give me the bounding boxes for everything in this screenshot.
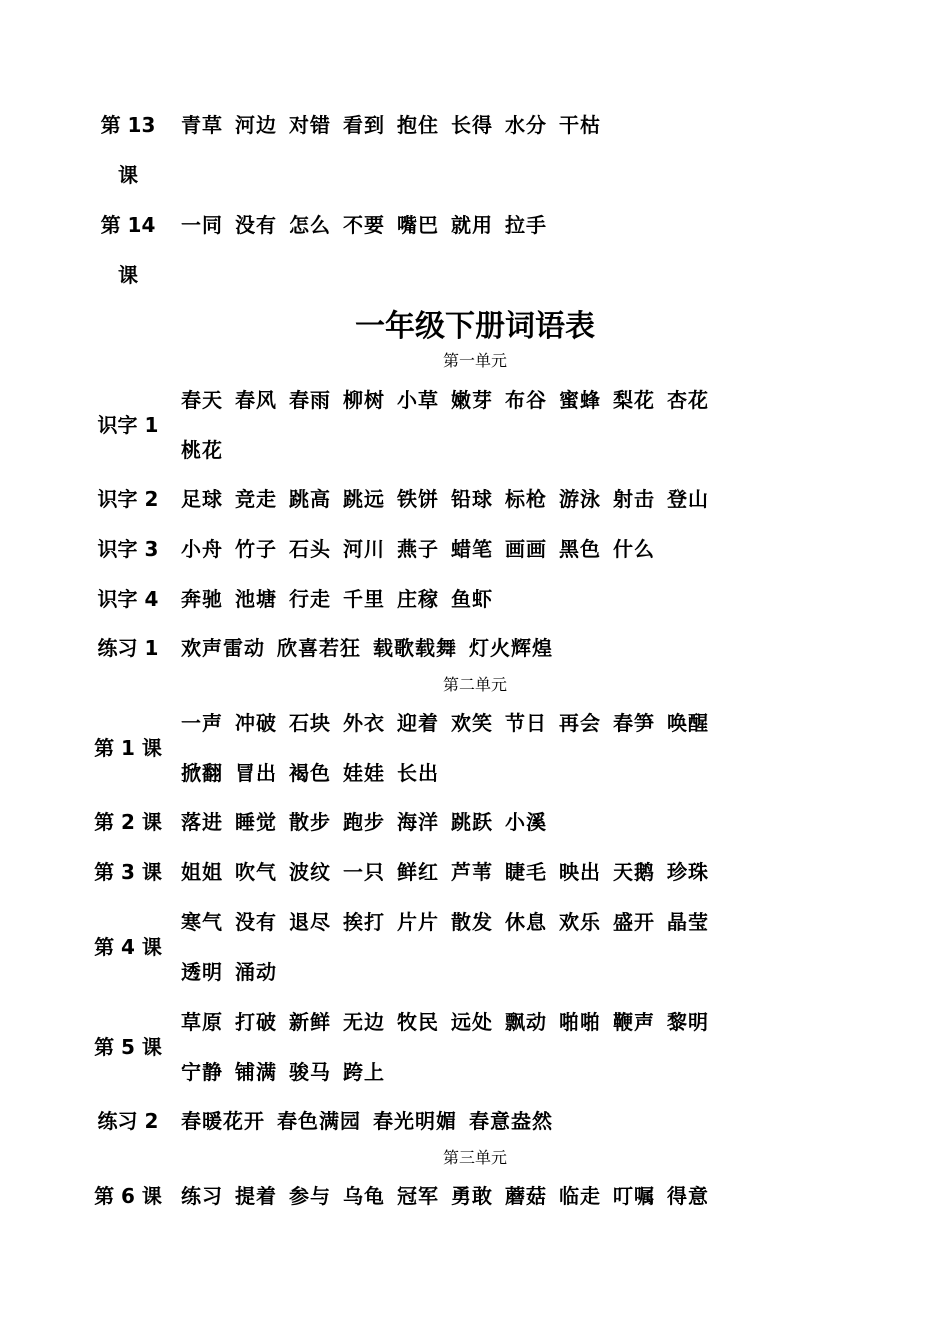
lesson-row <box>0 375 950 475</box>
word: 足球 <box>181 487 223 511</box>
word: 乌龟 <box>343 1184 385 1208</box>
word: 嫩芽 <box>451 388 493 412</box>
word: 铁饼 <box>397 487 439 511</box>
word: 提着 <box>235 1184 277 1208</box>
word: 水分 <box>505 113 547 137</box>
word: 远处 <box>451 1010 493 1034</box>
word-list <box>181 847 721 897</box>
word: 再会 <box>559 711 601 735</box>
word: 欣喜若狂 <box>277 636 361 660</box>
word: 长得 <box>451 113 493 137</box>
word: 嘴巴 <box>397 213 439 237</box>
lesson-row <box>0 1096 950 1146</box>
word: 挨打 <box>343 910 385 934</box>
word: 春笋 <box>613 711 655 735</box>
word: 无边 <box>343 1010 385 1034</box>
word: 节日 <box>505 711 547 735</box>
word: 休息 <box>505 910 547 934</box>
word: 石头 <box>289 537 331 561</box>
word: 欢声雷动 <box>181 636 265 660</box>
word: 蜡笔 <box>451 537 493 561</box>
word-list <box>181 797 559 847</box>
word: 春暖花开 <box>181 1109 265 1133</box>
word: 蘑菇 <box>505 1184 547 1208</box>
lesson-row-13 <box>0 100 950 187</box>
word: 桃花 <box>181 438 223 462</box>
word: 打破 <box>235 1010 277 1034</box>
word: 透明 <box>181 960 223 984</box>
word: 庄稼 <box>397 587 439 611</box>
lesson-row <box>0 524 950 574</box>
word: 吹气 <box>235 860 277 884</box>
lesson-row <box>0 797 950 847</box>
word-list <box>181 425 235 475</box>
word: 春色满园 <box>277 1109 361 1133</box>
word: 散发 <box>451 910 493 934</box>
word: 登山 <box>667 487 709 511</box>
lesson-label: 练习 1 <box>97 636 159 660</box>
word: 天鹅 <box>613 860 655 884</box>
word: 映出 <box>559 860 601 884</box>
word: 鲜红 <box>397 860 439 884</box>
word-list <box>181 574 505 624</box>
word: 看到 <box>343 113 385 137</box>
word: 褐色 <box>289 761 331 785</box>
word: 片片 <box>397 910 439 934</box>
word: 载歌载舞 <box>373 636 457 660</box>
word: 海洋 <box>397 810 439 834</box>
word-list <box>181 698 721 748</box>
word-list <box>181 474 721 524</box>
word: 叮嘱 <box>613 1184 655 1208</box>
word-list <box>181 947 289 997</box>
word-list <box>181 200 559 250</box>
word: 画画 <box>505 537 547 561</box>
word: 对错 <box>289 113 331 137</box>
word: 没有 <box>235 910 277 934</box>
lesson-label: 第 13 课 <box>100 113 156 187</box>
word: 梨花 <box>613 388 655 412</box>
lesson-row <box>0 997 950 1097</box>
lesson-label: 练习 2 <box>97 1109 159 1133</box>
unit-heading: 第三单元 <box>442 1148 507 1167</box>
lesson-label: 识字 2 <box>97 487 159 511</box>
word-list <box>181 623 565 673</box>
lesson-label: 第 2 课 <box>94 810 162 834</box>
word: 就用 <box>451 213 493 237</box>
lesson-row-14 <box>0 200 950 287</box>
word: 池塘 <box>235 587 277 611</box>
word: 掀翻 <box>181 761 223 785</box>
word: 蜜蜂 <box>559 388 601 412</box>
word: 晶莹 <box>667 910 709 934</box>
lesson-row <box>0 574 950 624</box>
word: 退尽 <box>289 910 331 934</box>
word-list <box>181 1096 565 1146</box>
word: 鱼虾 <box>451 587 493 611</box>
word: 唤醒 <box>667 711 709 735</box>
word: 跳远 <box>343 487 385 511</box>
word: 落进 <box>181 810 223 834</box>
lesson-row <box>0 474 950 524</box>
word: 标枪 <box>505 487 547 511</box>
word: 行走 <box>289 587 331 611</box>
word: 跑步 <box>343 810 385 834</box>
lesson-label: 第 1 课 <box>94 736 162 760</box>
lesson-label: 第 3 课 <box>94 860 162 884</box>
word: 柳树 <box>343 388 385 412</box>
word: 布谷 <box>505 388 547 412</box>
word: 散步 <box>289 810 331 834</box>
word: 射击 <box>613 487 655 511</box>
word: 不要 <box>343 213 385 237</box>
word: 迎着 <box>397 711 439 735</box>
word: 黑色 <box>559 537 601 561</box>
word: 牧民 <box>397 1010 439 1034</box>
word: 春雨 <box>289 388 331 412</box>
lesson-label: 识字 3 <box>97 537 159 561</box>
word: 灯火辉煌 <box>469 636 553 660</box>
word: 冠军 <box>397 1184 439 1208</box>
word: 跳跃 <box>451 810 493 834</box>
word: 啪啪 <box>559 1010 601 1034</box>
word: 涌动 <box>235 960 277 984</box>
word: 得意 <box>667 1184 709 1208</box>
word: 铺满 <box>235 1060 277 1084</box>
word: 黎明 <box>667 1010 709 1034</box>
word: 抱住 <box>397 113 439 137</box>
word: 睫毛 <box>505 860 547 884</box>
word: 临走 <box>559 1184 601 1208</box>
word: 鞭声 <box>613 1010 655 1034</box>
word: 春光明媚 <box>373 1109 457 1133</box>
word: 宁静 <box>181 1060 223 1084</box>
word: 没有 <box>235 213 277 237</box>
lesson-label: 第 6 课 <box>94 1184 162 1208</box>
word: 骏马 <box>289 1060 331 1084</box>
word-list <box>181 997 721 1047</box>
word: 一声 <box>181 711 223 735</box>
word: 青草 <box>181 113 223 137</box>
word: 拉手 <box>505 213 547 237</box>
lesson-label: 第 4 课 <box>94 935 162 959</box>
word: 新鲜 <box>289 1010 331 1034</box>
word: 石块 <box>289 711 331 735</box>
word: 练习 <box>181 1184 223 1208</box>
lesson-label: 第 5 课 <box>94 1035 162 1059</box>
word-list <box>181 524 667 574</box>
lesson-row <box>0 897 950 997</box>
word-list <box>181 100 613 150</box>
word: 竹子 <box>235 537 277 561</box>
lesson-label: 识字 1 <box>97 413 159 437</box>
word: 波纹 <box>289 860 331 884</box>
word: 跳高 <box>289 487 331 511</box>
word: 一只 <box>343 860 385 884</box>
word: 竞走 <box>235 487 277 511</box>
word: 盛开 <box>613 910 655 934</box>
word: 勇敢 <box>451 1184 493 1208</box>
unit-heading: 第二单元 <box>442 675 507 694</box>
word-list <box>181 748 451 798</box>
unit-heading: 第一单元 <box>442 351 507 370</box>
word: 燕子 <box>397 537 439 561</box>
word: 睡觉 <box>235 810 277 834</box>
lesson-row <box>0 698 950 798</box>
lesson-row <box>0 623 950 673</box>
word: 小舟 <box>181 537 223 561</box>
word: 什么 <box>613 537 655 561</box>
word: 姐姐 <box>181 860 223 884</box>
lesson-label: 识字 4 <box>97 587 159 611</box>
word: 冲破 <box>235 711 277 735</box>
word: 欢笑 <box>451 711 493 735</box>
word: 欢乐 <box>559 910 601 934</box>
lesson-row <box>0 1171 950 1221</box>
word: 春风 <box>235 388 277 412</box>
word-list <box>181 375 721 425</box>
word: 千里 <box>343 587 385 611</box>
word: 参与 <box>289 1184 331 1208</box>
word: 草原 <box>181 1010 223 1034</box>
lesson-row <box>0 847 950 897</box>
word: 长出 <box>397 761 439 785</box>
word: 铅球 <box>451 487 493 511</box>
word: 珍珠 <box>667 860 709 884</box>
word: 春天 <box>181 388 223 412</box>
page-title: 一年级下册词语表 <box>355 309 595 344</box>
word: 跨上 <box>343 1060 385 1084</box>
word: 干枯 <box>559 113 601 137</box>
word: 外衣 <box>343 711 385 735</box>
word: 春意盎然 <box>469 1109 553 1133</box>
word: 河边 <box>235 113 277 137</box>
word: 飘动 <box>505 1010 547 1034</box>
word-list <box>181 1047 397 1097</box>
word: 杏花 <box>667 388 709 412</box>
lesson-label: 第 14 课 <box>100 213 156 287</box>
word: 一同 <box>181 213 223 237</box>
word: 游泳 <box>559 487 601 511</box>
word: 小草 <box>397 388 439 412</box>
word: 芦苇 <box>451 860 493 884</box>
word-list <box>181 1171 721 1221</box>
word: 怎么 <box>289 213 331 237</box>
word: 小溪 <box>505 810 547 834</box>
word: 河川 <box>343 537 385 561</box>
word: 奔驰 <box>181 587 223 611</box>
word-list <box>181 897 721 947</box>
word: 冒出 <box>235 761 277 785</box>
word: 娃娃 <box>343 761 385 785</box>
word: 寒气 <box>181 910 223 934</box>
